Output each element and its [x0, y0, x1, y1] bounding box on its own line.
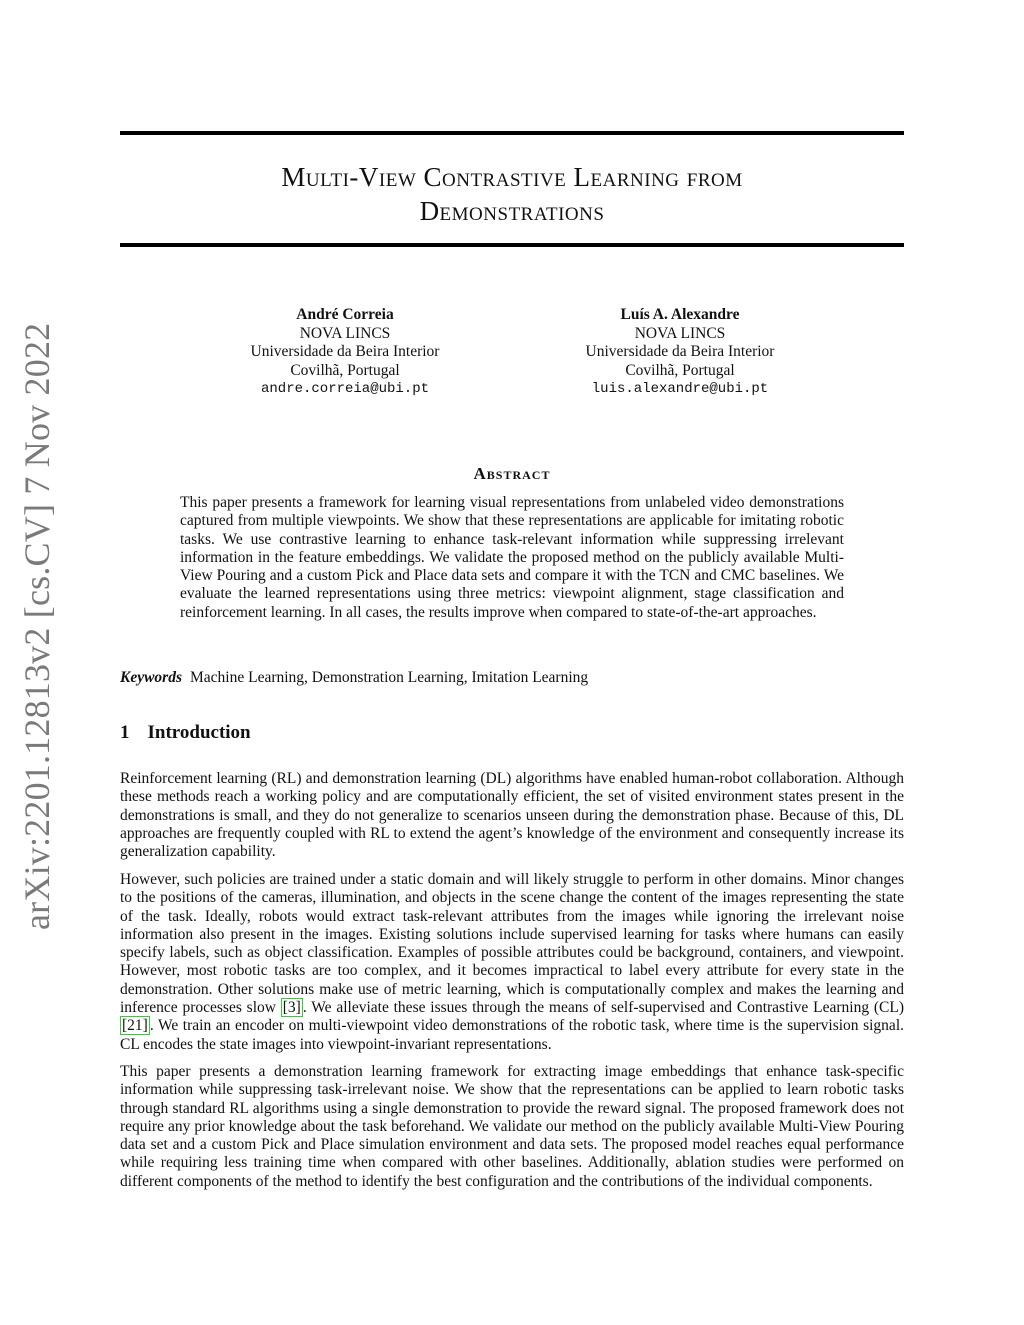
paragraph-3: This paper presents a demonstration learning framework for extracting image embeddings that enhance task-specific information while suppressing task-irrelevant noise. We show that the representations can be applied to learn robotic tasks through standard RL algorithms using a single demonstration to provide the reward signal. The proposed framework does not require any prior knowledge about the task beforehand. We validate our method on the publicly available Multi-View Pouring data set and a custom Pick and Place simulation environment and data sets. The proposed model reaches equal performance while requiring less training time when compared with other baselines. Additionally, ablation studies were performed on different components of the method to identify the best configuration and the contributions of the individual components. [120, 1063, 904, 1190]
section-title: Introduction [147, 722, 251, 743]
section-heading-introduction [120, 722, 251, 744]
paragraph-2-part-a: However, such policies are trained under a static domain and will likely struggle to perform in other domains. Minor changes to the positions of the cameras, illumination, and objects in the scene change the content of the images representing the state of the task. Ideally, robots would extract task-relevant attributes from the images while ignoring the irrelevant noise information also present in the images. Existing solutions include supervised learning for tasks where humans can easily specify labels, such as object classification. Examples of possible attributes could be background, containers, and viewpoint. However, most robotic tasks are too complex, and it becomes impractical to label every attribute for every state in the demonstration. Other solutions make use of metric learning, which is computationally complex and makes the learning and inference processes slow [120, 871, 904, 1017]
title-bottom-rule [120, 243, 904, 247]
paragraph-1: Reinforcement learning (RL) and demonstration learning (DL) algorithms have enabled human-robot collaboration. Although these methods reach a working policy and are computationally efficient, the set of visited environment states present in the demonstrations is small, and they do not generalize to scenarios unseen during the demonstration phase. Because of this, DL approaches are frequently coupled with RL to extend the agent’s knowledge of the environment and consequently increase its generalization capability. [120, 770, 904, 861]
author-name: Luís A. Alexandre [620, 306, 740, 323]
arxiv-identifier: arXiv:2201.12813v2 [cs.CV] 7 Nov 2022 [17, 322, 57, 930]
abstract-heading: Abstract [473, 464, 551, 483]
citation-link[interactable]: [3] [282, 999, 301, 1017]
author-location: Covilhã, Portugal [625, 361, 735, 379]
author-block-2 [520, 306, 840, 399]
paragraph-2-part-b: . We alleviate these issues through the means of self-supervised and Contrastive Learning (CL) [302, 999, 905, 1017]
author-institution: Universidade da Beira Interior [250, 343, 440, 360]
section-number: 1 [120, 722, 130, 743]
keywords [120, 668, 588, 687]
citation-link[interactable]: [21] [122, 1017, 148, 1035]
keywords-text: Machine Learning, Demonstration Learning, Imitation Learning [190, 669, 589, 686]
author-name: André Correia [296, 306, 394, 323]
author-affiliation: NOVA LINCS [299, 324, 391, 342]
paragraph-2 [120, 871, 904, 1054]
author-block-1 [185, 306, 505, 399]
keywords-label: Keywords [120, 669, 182, 686]
title-line-1: Multi-View Contrastive Learning from [281, 162, 743, 192]
author-affiliation: NOVA LINCS [634, 324, 726, 342]
paragraph-2-part-c: . We train an encoder on multi-viewpoint video demonstrations of the robotic task, where time is the supervision signal. CL encodes the state images into viewpoint-invariant representations. [120, 1017, 904, 1053]
author-location: Covilhã, Portugal [290, 361, 400, 379]
title-line-2: Demonstrations [419, 196, 605, 226]
author-email[interactable]: andre.correia@ubi.pt [260, 381, 430, 397]
author-institution: Universidade da Beira Interior [585, 343, 775, 360]
title-top-rule [120, 131, 904, 135]
paper-title [120, 160, 904, 228]
author-email[interactable]: luis.alexandre@ubi.pt [591, 381, 769, 397]
abstract-text: This paper presents a framework for learning visual representations from unlabeled video demonstrations captured from multiple viewpoints. We show that these representations are applicable for imitating robotic tasks. We use contrastive learning to enhance task-relevant information while suppressing irrelevant information in the feature embeddings. We validate the proposed method on the publicly available Multi-View Pouring and a custom Pick and Place data sets and compare it with the TCN and CMC baselines. We evaluate the learned representations using three metrics: viewpoint alignment, stage classification and reinforcement learning. In all cases, the results improve when compared to state-of-the-art approaches. [180, 494, 844, 621]
